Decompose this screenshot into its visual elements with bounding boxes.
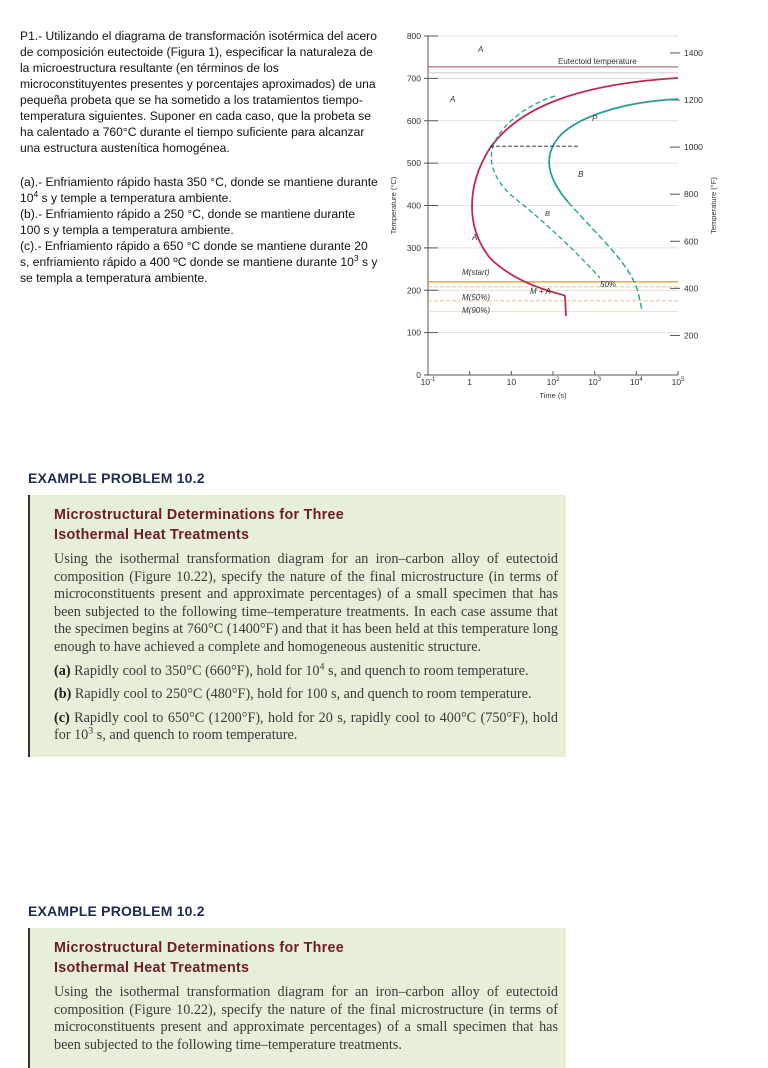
x-tick-label: $10^5$ — [671, 377, 685, 387]
y-tick-label: 400 — [406, 200, 421, 211]
y-axis-title: Temperature (°C) — [389, 176, 398, 235]
y-tick-label: 0 — [416, 370, 421, 380]
example-item-a: (a) Rapidly cool to 350°C (660°F), hold for $10^4$ s, and quench to room temperature. — [54, 660, 529, 679]
x-tick-label: $10^4$ — [629, 377, 643, 387]
y2-tick-label: 200 — [684, 330, 699, 341]
problem-item-a: (a).- Enfriamiento rápido hasta 350 °C, donde se mantiene durante $10^4$ s y temple a temperatura ambiente. — [20, 175, 378, 205]
y-tick-label: 600 — [406, 115, 421, 126]
y2-tick-label: 600 — [684, 236, 699, 247]
y-tick-label: 700 — [406, 73, 421, 84]
y2-tick-label: 1400 — [684, 47, 703, 58]
y-tick-label: 500 — [406, 158, 421, 169]
y-tick-label: 800 — [406, 31, 421, 41]
example-box — [28, 928, 566, 1068]
example-item-c: (c) Rapidly cool to 650°C (1200°F), hold for 20 s, rapidly cool to 400°C (750°F), hold for $10^3$ s, and quench to room temperature. — [54, 709, 558, 744]
region-b: B — [578, 170, 584, 179]
example-problem-1 — [28, 470, 566, 757]
example-label: EXAMPLE PROBLEM 10.2 — [28, 903, 205, 919]
y-tick-label: 200 — [406, 285, 421, 296]
ttt-ticks — [389, 31, 718, 400]
example-problem-2 — [28, 903, 566, 1068]
label-m50: M(50%) — [462, 293, 491, 302]
example-intro: Using the isothermal transformation diagram for an iron–carbon alloy of eutectoid composition (Figure 10.22), specify the nature of the final microstructure (in terms of microconstituents present and approximate percentages) of a small specimen that has been subjected to the following time–temperature treatments. — [54, 984, 558, 1053]
y-tick-label: 100 — [406, 327, 421, 338]
ttt-diagram — [380, 26, 720, 406]
region-a-top: A — [478, 45, 484, 54]
y-tick-label: 300 — [406, 242, 421, 253]
region-p: P — [592, 114, 598, 123]
y2-tick-label: 800 — [684, 189, 699, 200]
label-mstart: M(start) — [462, 268, 490, 277]
region-b-small: B — [545, 209, 551, 218]
example-body — [54, 551, 558, 745]
eutectoid-label: Eutectoid temperature — [558, 57, 637, 66]
transformation-start-curve — [472, 78, 678, 316]
fifty-percent-curve — [491, 96, 600, 278]
x-tick-label: $10^{-1}$ — [420, 377, 436, 387]
example-title: Microstructural Determinations for Three Isothermal Heat Treatments — [54, 507, 345, 543]
problem-item-c: (c).- Enfriamiento rápido a 650 °C donde se mantiene durante 20 s, enfriamiento rápido a 400 ºC donde se mantiene durante $10^3$ s y se templa a temperatura ambiente. — [20, 239, 378, 285]
label-m90: M(90%) — [462, 306, 491, 315]
example-label: EXAMPLE PROBLEM 10.2 — [28, 470, 205, 486]
transformation-finish-curve — [549, 99, 678, 202]
example-body — [54, 984, 558, 1054]
y2-tick-label: 1000 — [684, 142, 703, 153]
example-box — [28, 495, 566, 757]
x-tick-label: 1 — [467, 377, 473, 387]
x-tick-label: 10 — [506, 377, 517, 387]
y2-tick-label: 400 — [684, 283, 699, 294]
y2-tick-label: 1200 — [684, 95, 703, 106]
example-intro: Using the isothermal transformation diagram for an iron–carbon alloy of eutectoid composition (Figure 10.22), specify the nature of the final microstructure (in terms of microconstituents present and approximate percentages) of a small specimen that has been subjected to the following time–temperature treatments. In each case assume that the specimen begins at 760°C (1400°F) and that it has been held at this temperature long enough to have achieved a complete and homogeneous austenitic structure. — [54, 551, 558, 655]
y2-axis-title: Temperature (°F) — [709, 177, 718, 234]
problem-statement-es — [20, 28, 378, 286]
problem-intro: P1.- Utilizando el diagrama de transformación isotérmica del acero de composición eutectoide (Figura 1), especificar la naturaleza de la microestructura resultante (en términos de los microconstituyentes presentes y porcentajes aproximados) de una pequeña probeta que se ha sometido a los tratamientos tiempo-temperatura siguientes. Suponer en cada caso, que la probeta se ha calentado a 760°C durante el tiempo suficiente para alcanzar una estructura austenítica homogénea. — [20, 29, 377, 155]
region-m-plus-a: M + A — [530, 287, 551, 296]
x-tick-label: $10^3$ — [588, 377, 602, 387]
problem-item-b: (b).- Enfriamiento rápido a 250 °C, donde se mantiene durante 100 s y templa a temperatura ambiente. — [20, 207, 355, 237]
example-item-b: (b) Rapidly cool to 250°C (480°F), hold for 100 s, and quench to room temperature. — [54, 686, 532, 703]
label-50-percent: 50% — [600, 280, 617, 289]
region-a-left: A — [450, 95, 456, 104]
ttt-curves — [428, 67, 678, 316]
x-tick-label: $10^2$ — [546, 377, 560, 387]
ttt-diagram-svg — [380, 26, 720, 406]
region-a-low: A — [472, 233, 478, 242]
x-axis-title: Time (s) — [539, 391, 567, 400]
example-title: Microstructural Determinations for Three Isothermal Heat Treatments — [54, 940, 345, 976]
